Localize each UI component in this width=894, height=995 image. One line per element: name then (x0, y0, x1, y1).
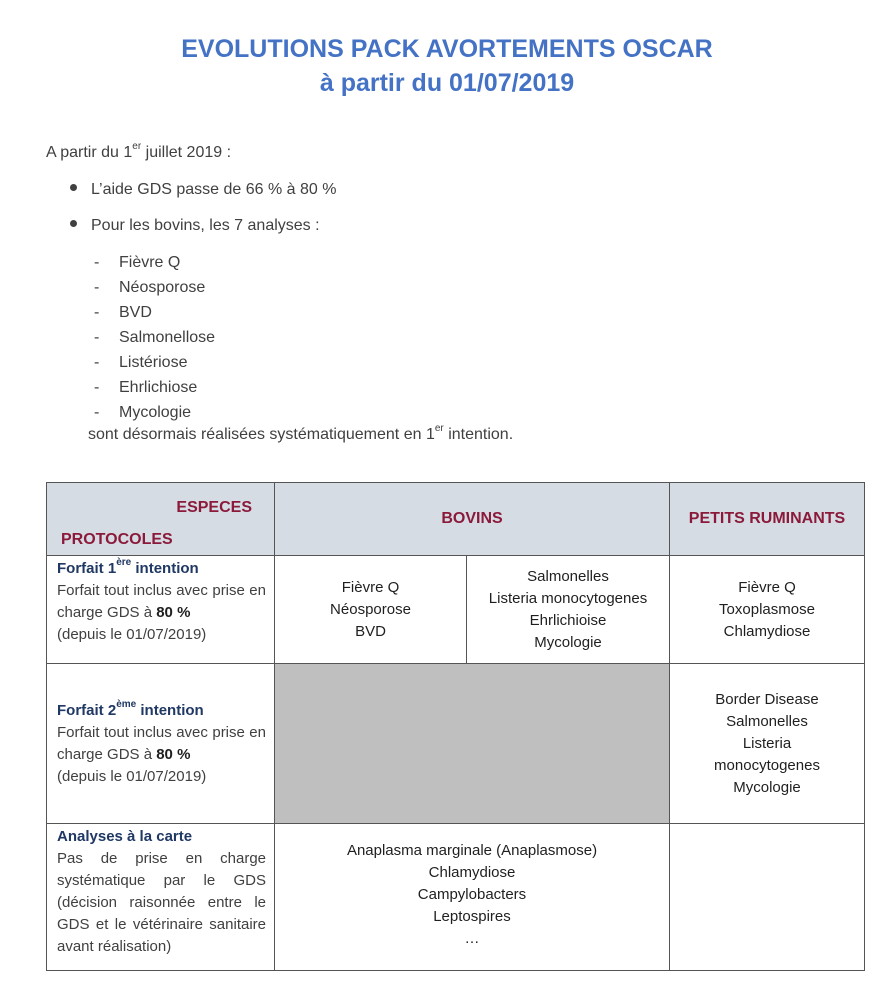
bullet-item (70, 180, 337, 200)
protocols-table (46, 482, 865, 971)
analyses-list (94, 250, 215, 425)
closing-prefix: sont désormais réalisées systématiquement en 1 (88, 426, 435, 443)
forfait-2-date: (depuis le 01/07/2019) (57, 767, 207, 785)
list-item-label: Mycologie (119, 404, 192, 421)
bullet-dot-icon (70, 220, 77, 227)
corner-header (47, 483, 275, 556)
bullet-item (70, 216, 320, 236)
list-item: - Listériose (94, 354, 188, 371)
closing-text (88, 422, 514, 445)
petits-ruminants-header: PETITS RUMINANTS (670, 483, 865, 556)
cell-line: Listeria (742, 734, 792, 752)
cell-line: Salmonelles (726, 712, 808, 730)
document-title (0, 32, 894, 100)
intro-text (46, 140, 232, 163)
cell-line: Chlamydiose (428, 864, 516, 881)
cell-line: Fièvre Q (341, 578, 400, 596)
table-header-row (47, 483, 865, 556)
intro-prefix: A partir du 1 (46, 144, 133, 161)
cell-line: Mycologie (534, 633, 602, 651)
table-row (47, 664, 865, 824)
list-item: - Salmonellose (94, 329, 216, 346)
list-item-label: Listériose (119, 354, 188, 371)
title-line-2: à partir du 01/07/2019 (319, 69, 575, 97)
cell-line: monocytogenes (714, 756, 820, 774)
bovins-header: BOVINS (275, 483, 670, 556)
forfait-1-description: Forfait tout inclus avec prise en charge GDS à 80 % (57, 582, 266, 621)
analyses-carte-description: Pas de prise en charge systématique par le GDS (décision raisonnée entre le GDS et le vétérinaire sanitaire avant réalisation) (57, 850, 266, 955)
petits-analyses-carte-empty (670, 824, 865, 971)
especes-label: ESPECES (176, 499, 252, 516)
list-item-label: BVD (119, 304, 152, 321)
cell-line: Fièvre Q (738, 578, 796, 596)
closing-sup: er (434, 422, 444, 434)
cell-line: Campylobacters (417, 886, 527, 903)
forfait-1-date: (depuis le 01/07/2019) (57, 626, 207, 643)
list-item: - BVD (94, 304, 152, 321)
bovins-forfait-1-left (275, 556, 467, 664)
forfait-1-label: Forfait 1ère intention (57, 557, 199, 577)
bullet-text: Pour les bovins, les 7 analyses : (91, 217, 320, 234)
list-item-label: Ehrlichiose (119, 379, 198, 396)
bullet-text: L’aide GDS passe de 66 % à 80 % (91, 181, 337, 198)
table-row (47, 556, 865, 664)
list-item-label: Fièvre Q (119, 254, 181, 271)
title-line-1: EVOLUTIONS PACK AVORTEMENTS OSCAR (181, 35, 713, 63)
analyses-carte-cell (47, 824, 275, 971)
cell-line: … (464, 930, 480, 947)
list-item: - Fièvre Q (94, 254, 181, 271)
petits-forfait-1 (670, 556, 865, 664)
forfait-2-cell (47, 664, 275, 824)
cell-line: Leptospires (433, 908, 511, 925)
bovins-analyses-carte (275, 824, 670, 971)
cell-line: Anaplasma marginale (Anaplasmose) (346, 842, 598, 859)
bovins-forfait-1-right (467, 556, 670, 664)
table-row (47, 824, 865, 971)
cell-line: Listeria monocytogenes (488, 589, 648, 607)
forfait-1-cell (47, 556, 275, 664)
petits-forfait-2 (670, 664, 865, 824)
list-item-label: Néosporose (119, 279, 206, 296)
cell-line: Néosporose (330, 600, 411, 618)
intro-suffix: juillet 2019 : (141, 144, 232, 161)
cell-line: Border Disease (715, 690, 819, 708)
analyses-carte-label: Analyses à la carte (57, 828, 193, 845)
bullet-dot-icon (70, 184, 77, 191)
cell-line: Toxoplasmose (719, 600, 815, 618)
bovins-forfait-2-empty (275, 664, 670, 824)
cell-line: Salmonelles (527, 567, 609, 585)
cell-line: BVD (355, 622, 386, 640)
list-item: - Ehrlichiose (94, 379, 198, 396)
closing-suffix: intention. (443, 426, 514, 443)
list-item: - Mycologie (94, 404, 192, 421)
forfait-2-description: Forfait tout inclus avec prise en charge GDS à 80 % (57, 723, 266, 763)
intro-sup: er (132, 140, 142, 152)
list-item-label: Salmonellose (119, 329, 216, 346)
protocoles-label: PROTOCOLES (61, 531, 173, 548)
cell-line: Ehrlichioise (529, 611, 607, 629)
forfait-2-label: Forfait 2ème intention (57, 698, 204, 719)
cell-line: Mycologie (733, 778, 801, 796)
list-item: - Néosporose (94, 279, 206, 296)
cell-line: Chlamydiose (723, 622, 811, 640)
